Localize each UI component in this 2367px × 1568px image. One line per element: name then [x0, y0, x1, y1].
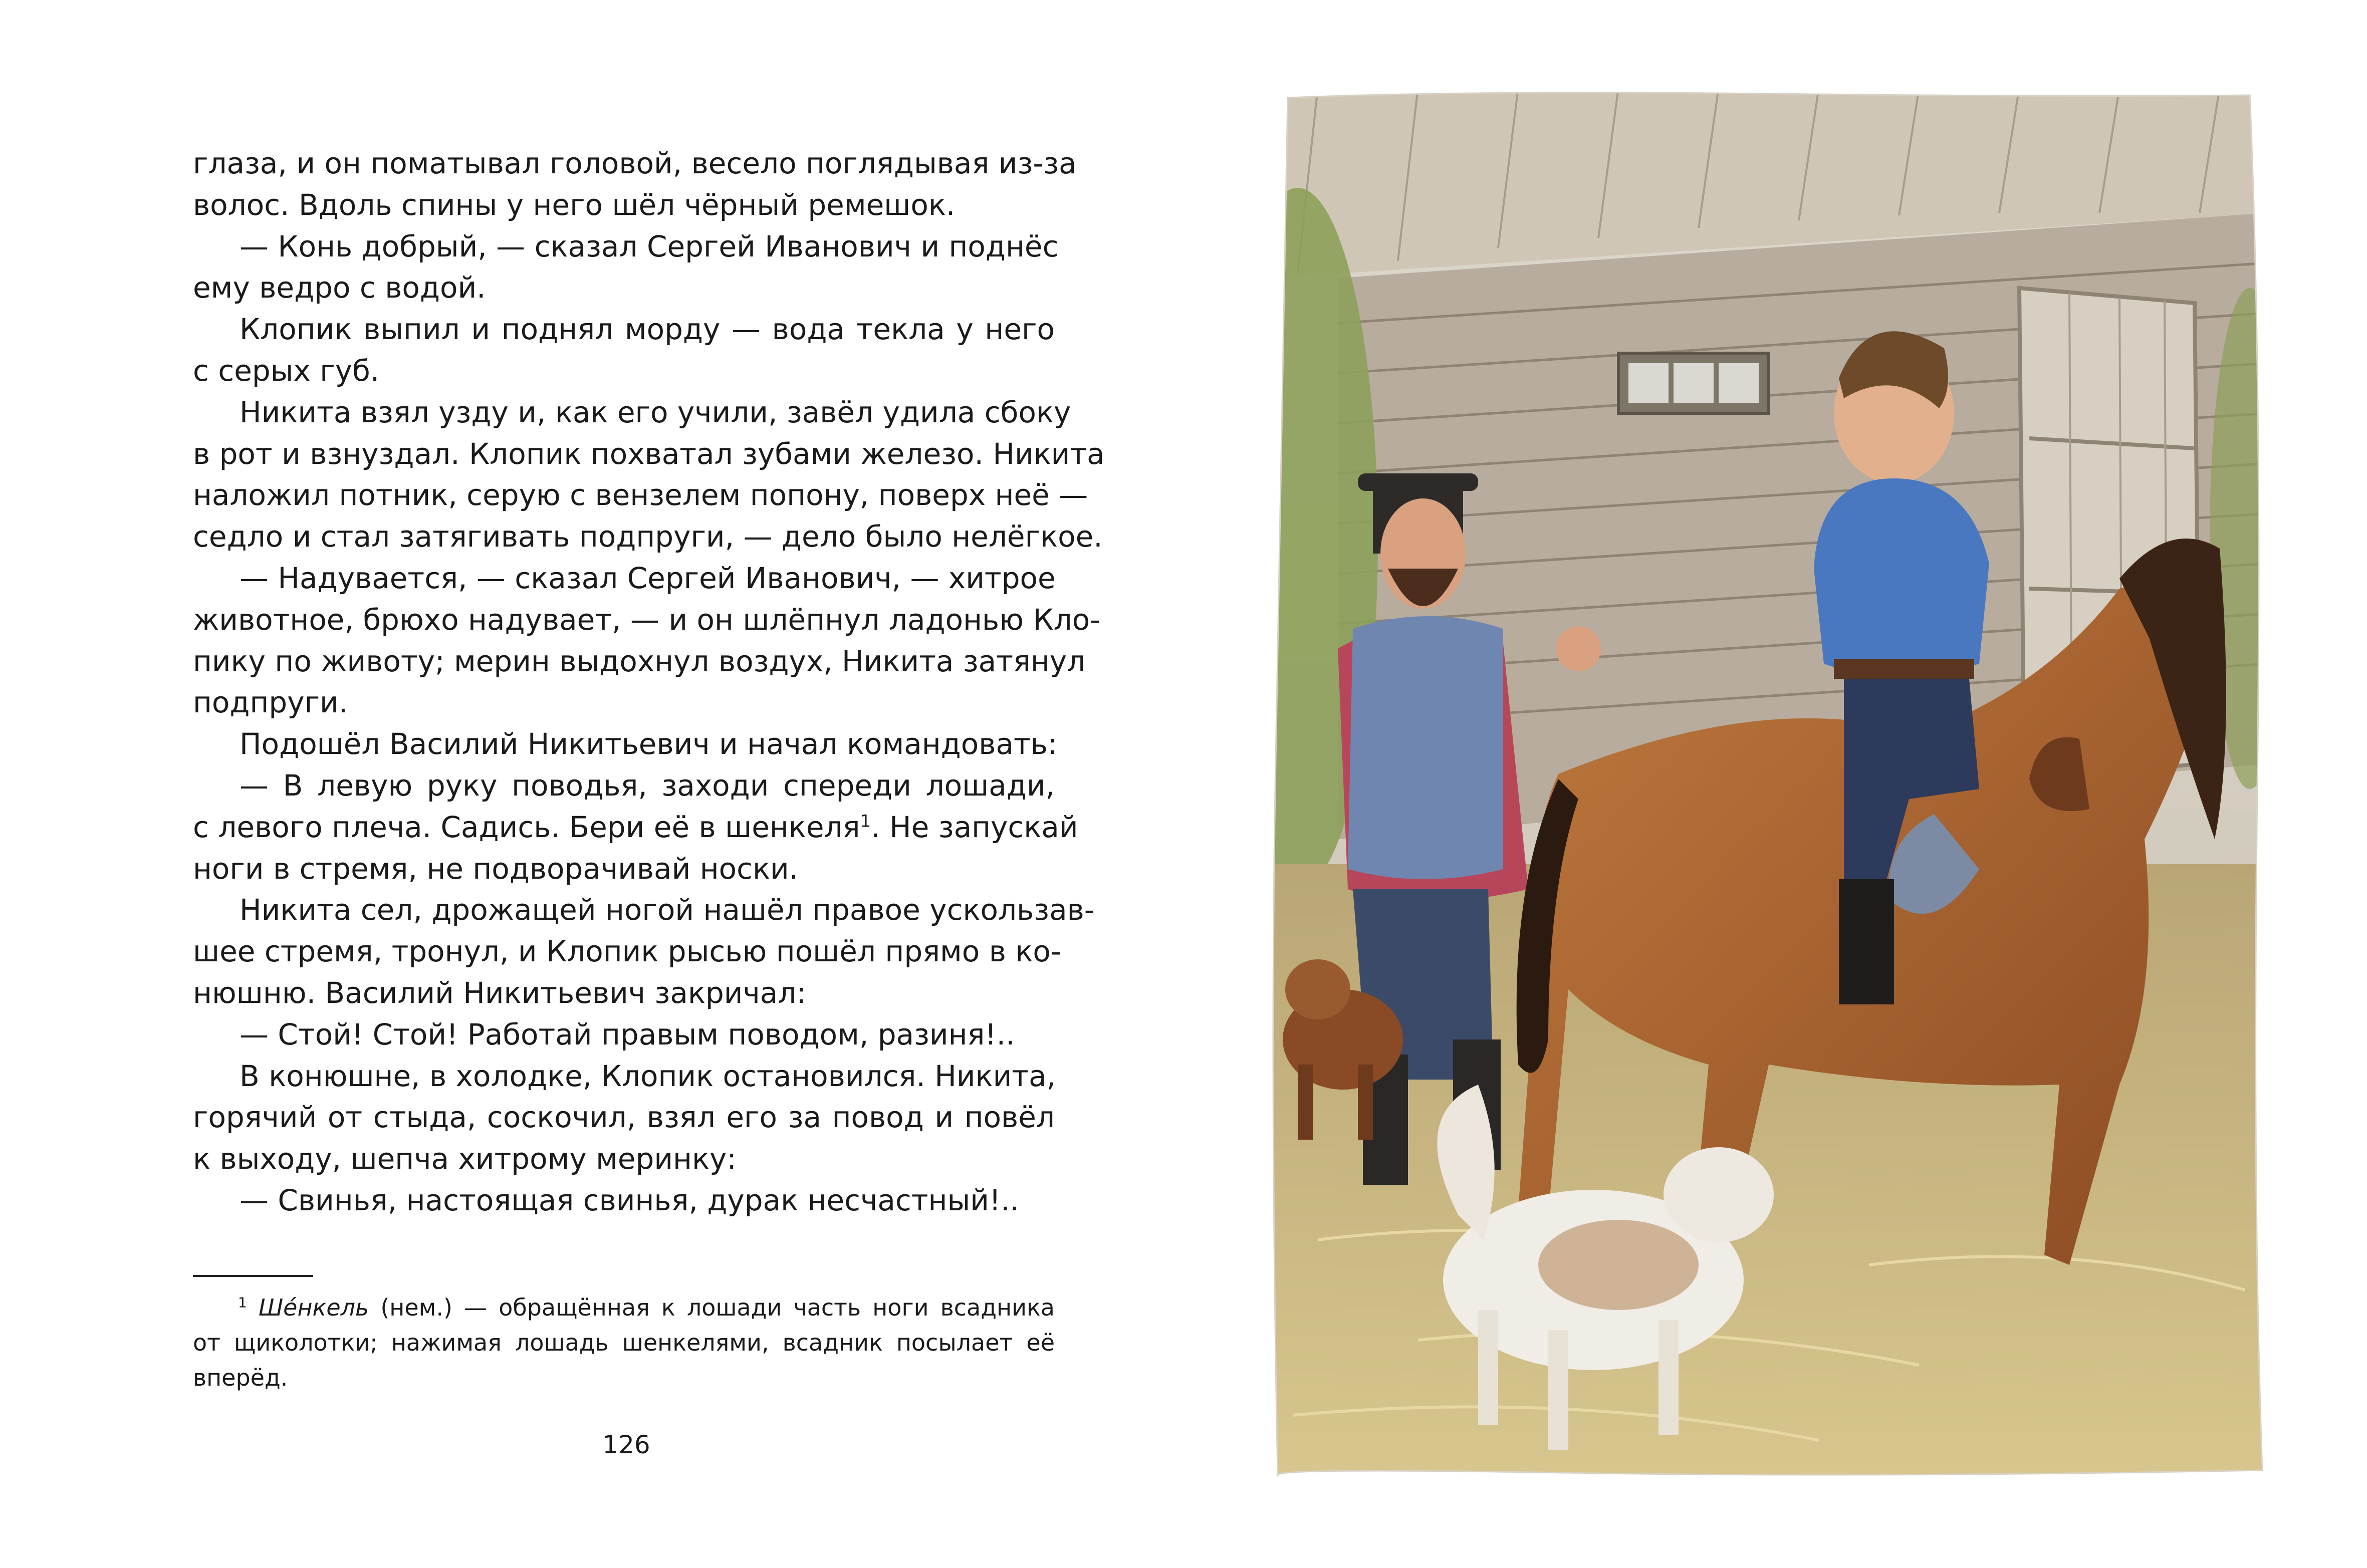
text-line: ноги в стремя, не подворачивай носки. [193, 851, 799, 886]
footnote-divider [193, 1275, 313, 1277]
illustration [1268, 88, 2267, 1480]
footnote-line [193, 1290, 1055, 1325]
text-line: седло и стал затягивать подпруги, — дело было нелёгкое. [193, 519, 1103, 554]
text-line: — В левую руку поводья, заходи спереди лошади, [240, 768, 1055, 803]
page-number: 126 [602, 1430, 650, 1459]
text-line: ему ведро с водой. [193, 271, 486, 305]
text-line: глаза, и он поматывал головой, весело поглядывая из-за [193, 146, 1077, 180]
footnote-lang: (нем.) [380, 1294, 452, 1321]
text-line: горячий от стыда, соскочил, взял его за повод и повёл [193, 1100, 1055, 1135]
footnote-line: вперёд. [193, 1364, 288, 1391]
text-line: пику по животу; мерин выдохнул воздух, Никита затянул [193, 644, 1086, 678]
text-line: с серых губ. [193, 353, 380, 388]
text-line [193, 807, 1078, 848]
barn-window [1618, 353, 1769, 413]
text-line: — Надувается, — сказал Сергей Иванович, — хитрое [240, 561, 1056, 595]
footnote-marker: 1 [238, 1294, 247, 1311]
text-segment: с левого плеча. Садись. Бери её в шенкеля [193, 810, 860, 844]
footnote-text: — обращённая к лошади часть ноги всадника [452, 1294, 1055, 1321]
text-line: волос. Вдоль спины у него шёл чёрный ремешок. [193, 187, 956, 222]
text-segment: . Не запускай [871, 810, 1078, 844]
text-line: В конюшне, в холодке, Клопик остановился. Никита, [240, 1059, 1056, 1093]
text-line: — Конь добрый, — сказал Сергей Иванович и поднёс [240, 229, 1059, 264]
footnote-line: от щиколотки; нажимая лошадь шенкелями, всадник посылает её [193, 1329, 1055, 1356]
text-line: животное, брюхо надувает, — и он шлёпнул ладонью Кло- [193, 602, 1101, 637]
footnote-marker: 1 [860, 811, 871, 832]
text-line: — Свинья, настоящая свинья, дурак несчастный!.. [240, 1183, 1020, 1217]
text-line: подпруги. [193, 685, 348, 720]
text-line: нюшню. Василий Никитьевич закричал: [193, 975, 806, 1010]
text-line: Подошёл Василий Никитьевич и начал командовать: [240, 727, 1058, 761]
text-line: шее стремя, тронул, и Клопик рысью пошёл прямо в ко- [193, 934, 1061, 969]
footnote-term: Ше́нкель [258, 1294, 369, 1321]
text-line: в рот и взнуздал. Клопик похватал зубами железо. Никита [193, 436, 1105, 471]
text-line: Никита взял узду и, как его учили, завёл удила сбоку [240, 395, 1071, 429]
text-line: наложил потник, серую с вензелем попону, поверх неё — [193, 478, 1088, 512]
text-line: Никита сел, дрожащей ногой нашёл правое ускользав- [240, 893, 1095, 927]
text-line: — Стой! Стой! Работай правым поводом, разиня!.. [240, 1017, 1015, 1052]
text-column [193, 143, 1105, 1221]
footnote [193, 1290, 1055, 1395]
text-line: Клопик выпил и поднял морду — вода текла у него [240, 312, 1055, 347]
text-line: к выходу, шепча хитрому меринку: [193, 1142, 737, 1176]
